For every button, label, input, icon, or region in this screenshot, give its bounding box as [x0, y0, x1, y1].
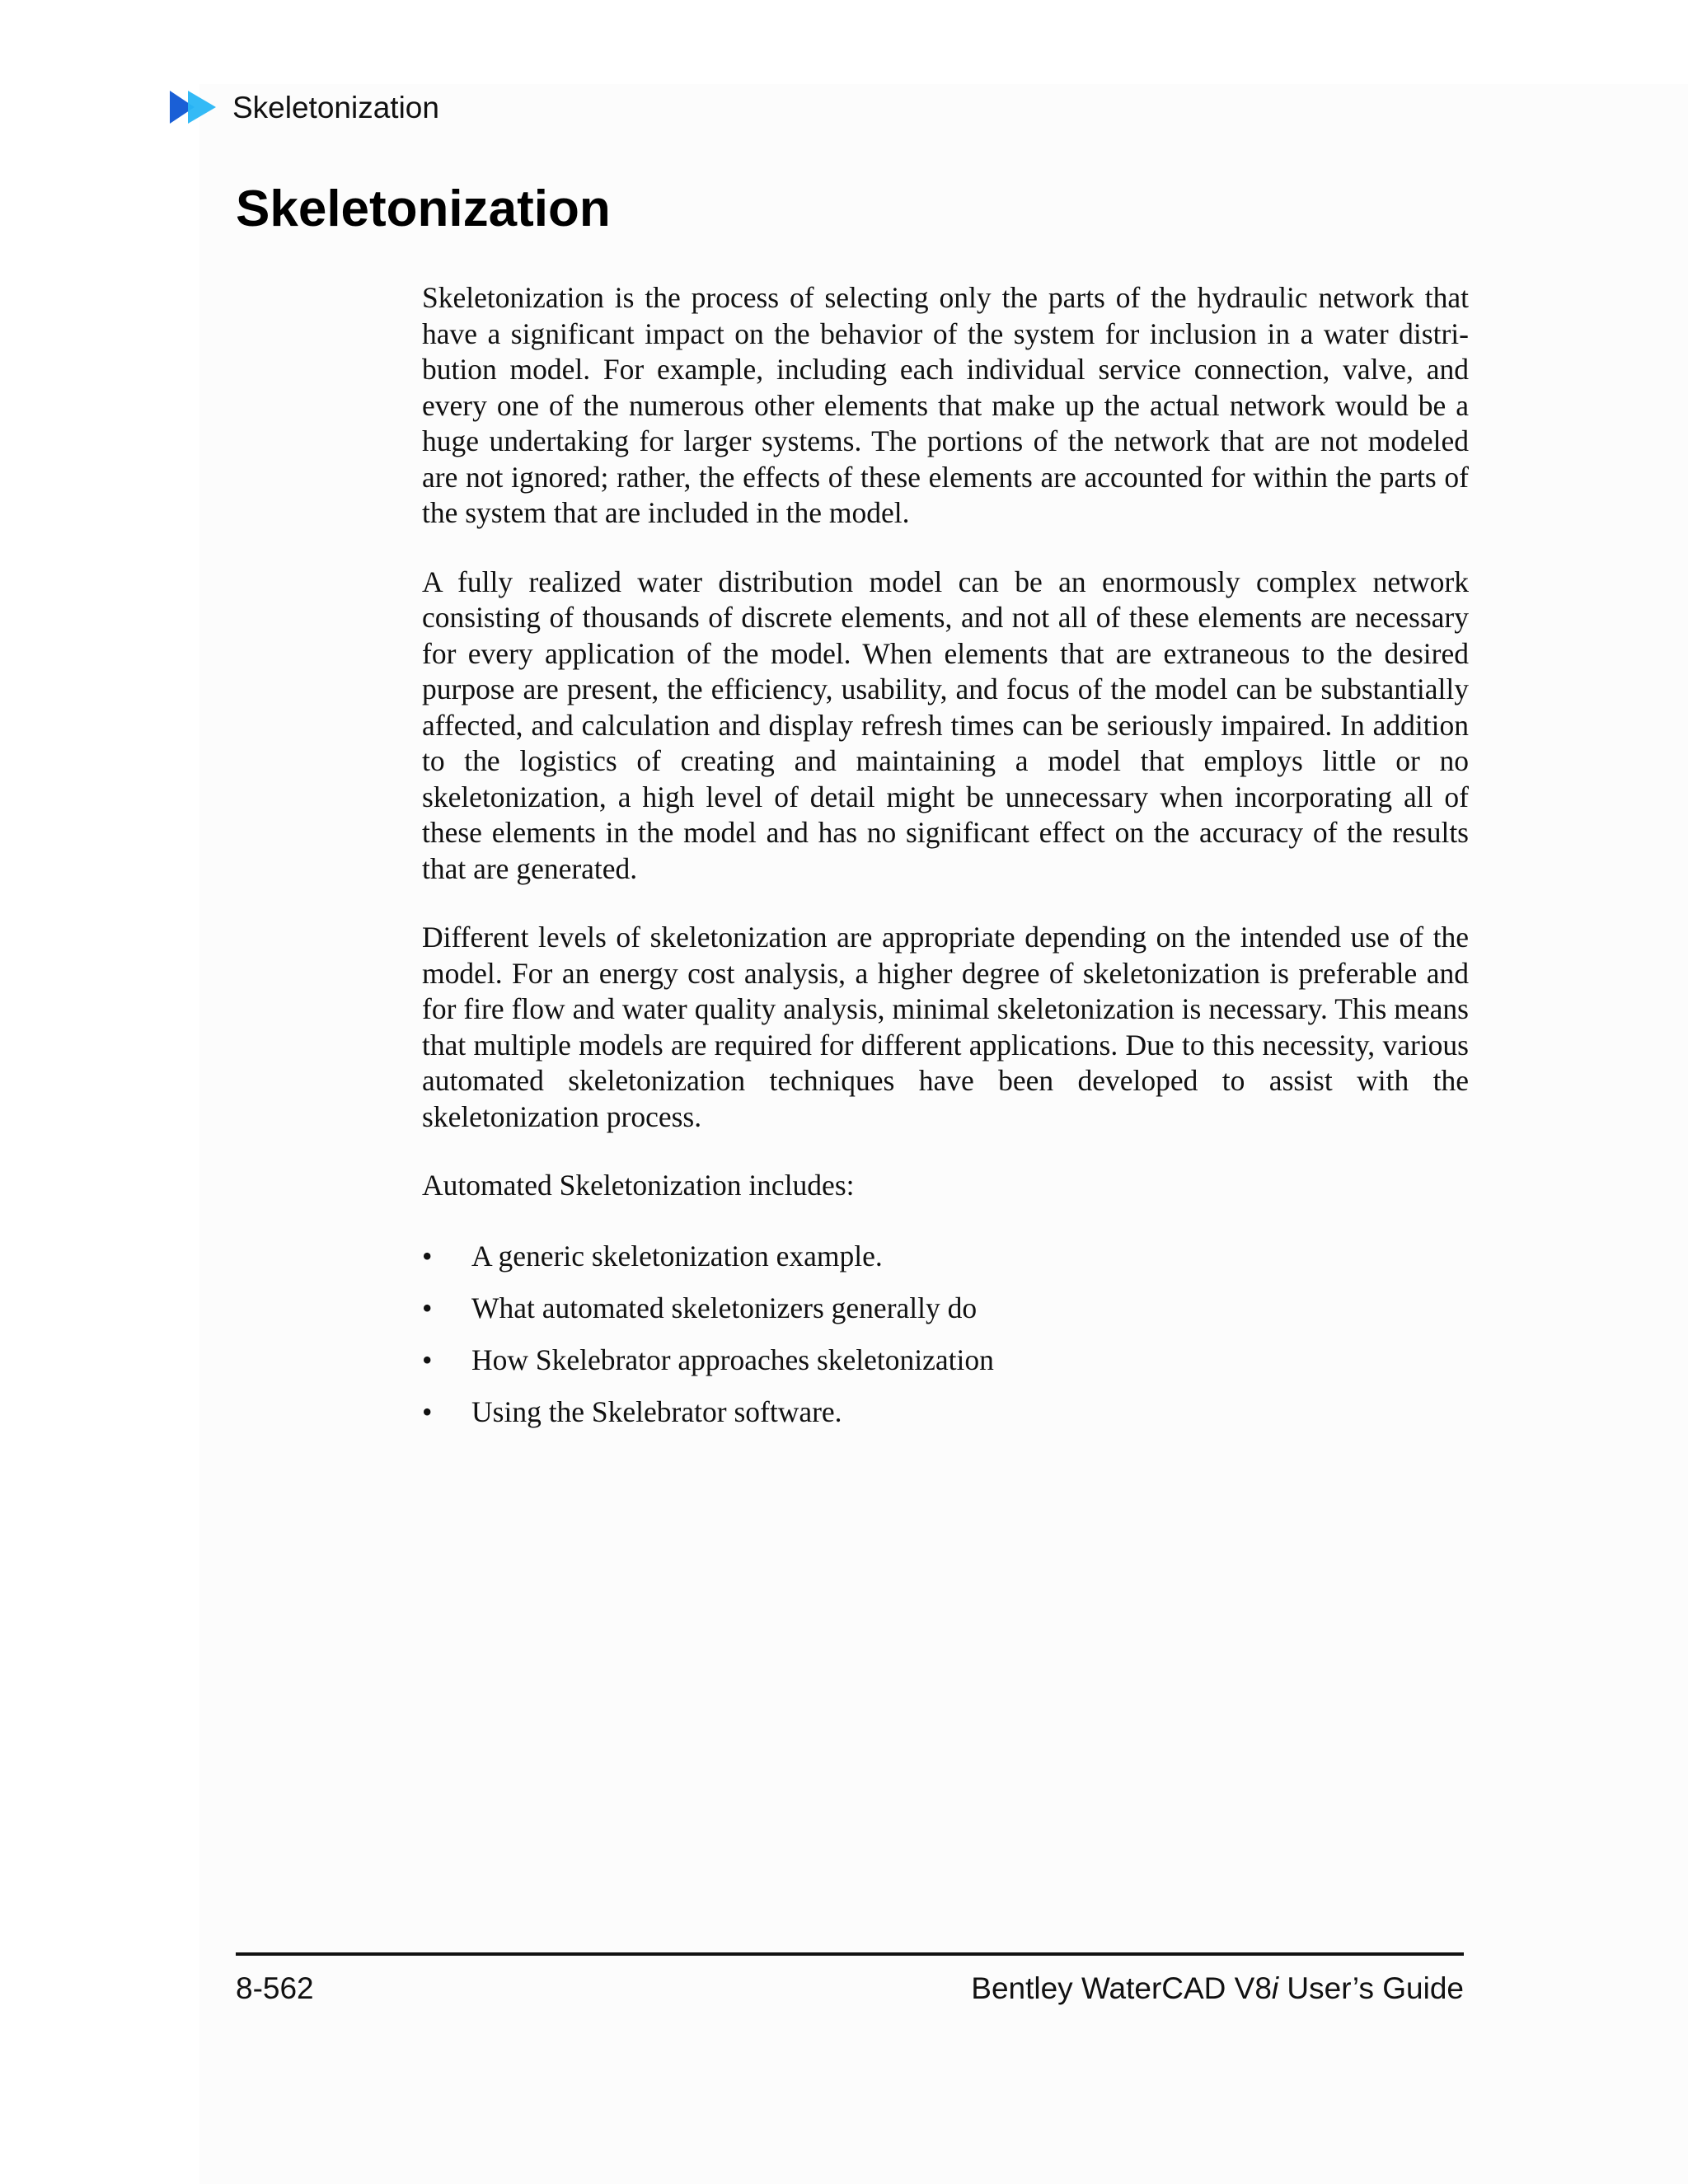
- list-item: [422, 1291, 1469, 1343]
- guide-title-italic: i: [1271, 1971, 1279, 2005]
- page-number: 8-562: [236, 1971, 314, 2005]
- list-item-text: How Skelebrator approaches skeletonization: [471, 1343, 994, 1376]
- list-item: [422, 1343, 1469, 1394]
- guide-title: [971, 1971, 1464, 2007]
- list-item: [422, 1394, 1469, 1446]
- double-chevron-right-icon: [170, 91, 218, 124]
- list-item-text: What automated skeletonizers generally do: [471, 1291, 978, 1324]
- list-intro: Automated Skeletonization includes:: [422, 1169, 855, 1202]
- footer-rule: [236, 1952, 1464, 1956]
- paragraph: Skeletonization is the process of selecting only the parts of the hydraulic network that have a significant impact on the behavior of the system for inclusion in a water distribution model. For example, including each individual service connection, valve, and every one of the numerous other elements that make up the actual network would be a huge undertaking for larger systems. The portions of the network that are not modeled are not ignored; rather, the effects of these elements are accounted for within the parts of the system that are included in the model.: [422, 281, 1469, 529]
- bullet-marker: •: [422, 1239, 433, 1272]
- paragraph: A fully realized water distribution model can be an enormously complex network consisting of thousands of discrete elements, and not all of these elements are necessary for every application of the model. When elements that are extraneous to the desired purpose are present, the efficiency, usability, and focus of the model can be substantially affected, and calculation and display refresh times can be seriously impaired. In addition to the logistics of creating and maintaining a model that employs little or no skeletonization, a high level of detail might be unnecessary when incorporating all of these elements in the model and has no significant effect on the accuracy of the results that are generated.: [422, 565, 1469, 885]
- running-head-text: Skeletonization: [232, 90, 439, 124]
- bullet-marker: •: [422, 1343, 433, 1376]
- paragraph: Different levels of skeletonization are appropriate depending on the intended use of the model. For an energy cost analysis, a higher degree of skeletonization is preferable and for fire flow and water quality analysis, minimal skeletonization is necessary. This means that multiple models are required for different applications. Due to this necessity, various automated skeletonization techniques have been developed to assist with the skeletonization process.: [422, 921, 1469, 1133]
- list-item-text: Using the Skelebrator software.: [471, 1394, 842, 1428]
- bullet-list: [422, 1239, 1469, 1446]
- guide-title-prefix: Bentley WaterCAD V8: [971, 1971, 1272, 2005]
- body-text: [422, 280, 1469, 1446]
- list-item-text: A generic skeletonization example.: [471, 1239, 883, 1272]
- page-title: Skeletonization: [236, 180, 611, 237]
- bullet-marker: •: [422, 1291, 433, 1324]
- bullet-marker: •: [422, 1394, 433, 1428]
- running-header: [170, 87, 439, 127]
- list-item: [422, 1239, 1469, 1291]
- guide-title-suffix: User’s Guide: [1278, 1971, 1464, 2005]
